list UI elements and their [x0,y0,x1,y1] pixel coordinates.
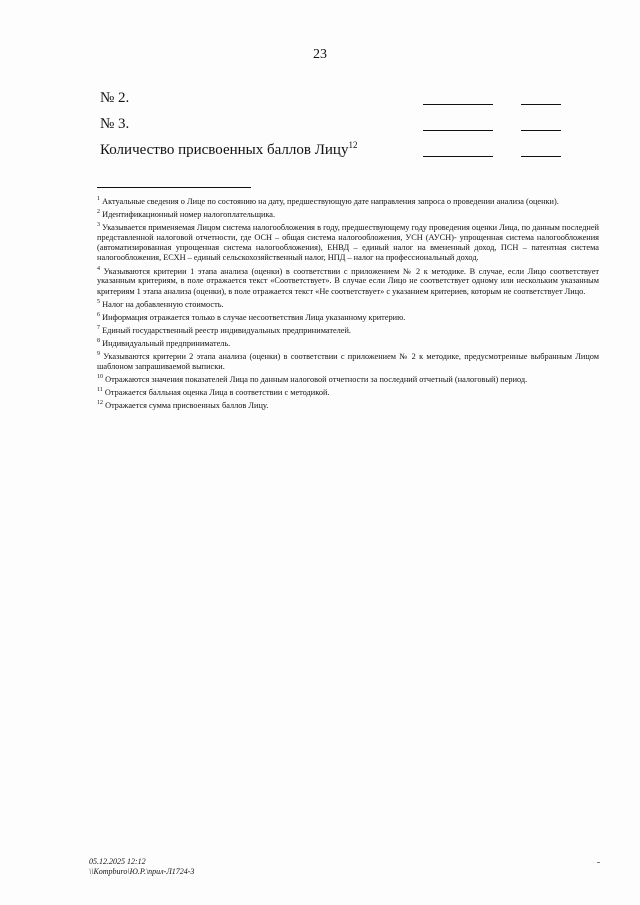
blank-field [423,156,493,157]
footnote: $^{11}$ Отражается балльная оценка Лица в соответствии с методикой. [97,386,330,397]
footnote: $^2$ Идентификационный номер налогоплательщика. [97,208,276,219]
footnote: $^6$ Информация отражается только в случае несоответствия Лица указанному критерию. [97,311,406,322]
stamp-datetime: 05.12.2025 12:12 [89,857,146,866]
stamp-file-path: \\Kompburo\Ю.Р.\прил-Л1724-3 [89,866,195,876]
score-row-3 [100,113,570,135]
footnote: $^5$ Налог на добавленную стоимость. [97,298,224,309]
footnote: $^4$ Указываются критерии 1 этапа анализа (оценки) в соответствии с приложением № 2 к методике. В случае, если Лицо соответствует указанным критериям, в поле отражается текст «Соответствует». В случае если Лицо не соответствует одному или нескольким указанным критериям 1 этапа анализа (оценки), в поле отражается текст «Не соответствует» с указанием критериев, которым не соответствует Лицо. [97,265,599,296]
document-stamp [89,857,194,876]
score-row-label: № 3. [100,116,130,132]
blank-field [423,104,493,105]
blank-field [521,130,561,131]
scan-mark [597,862,600,863]
footnote: $^9$ Указываются критерии 2 этапа анализа (оценки) в соответствии с приложением № 2 к методике, предусмотренные выбранным Лицом шаблоном запрашиваемой выписки. [97,350,599,371]
footnote: $^3$ Указывается применяемая Лицом система налогообложения в году, предшествующему году проведения оценки Лица, по данным последней представленной налоговой отчетности, где ОСН – общая система налогообложения, УСН (АУСН)- упрощенная система налогообложения (автоматизированная упрощенная система налогообложения), ЕНВД – единый налог на вмененный доход, ПСН – патентная система налогообложения, ЕСХН – единый сельскохозяйственный налог, НПД – налог на профессиональный доход. [97,221,599,263]
footnote-separator [97,187,251,188]
footnotes [97,194,599,411]
blank-field [423,130,493,131]
footnote: $^8$ Индивидуальный предприниматель. [97,337,231,348]
footnote: $^1$ Актуальные сведения о Лице по состоянию на дату, предшествующую дате направления запроса о проведении анализа (оценки). [97,196,559,206]
blank-field [521,156,561,157]
score-row-label: Количество присвоенных баллов Лицу$^{12}$ [100,140,358,158]
score-row-total [100,139,570,161]
footnote: $^{10}$ Отражаются значения показателей Лица по данным налоговой отчетности за последний отчетный (налоговый) период. [97,373,528,384]
page-number: 23 [313,47,327,62]
footnote: $^7$ Единый государственный реестр индивидуальных предпринимателей. [97,324,351,335]
score-row-label: № 2. [100,90,130,106]
footnote: $^{12}$ Отражается сумма присвоенных баллов Лицу. [97,399,269,410]
score-row-2 [100,87,570,109]
blank-field [521,104,561,105]
